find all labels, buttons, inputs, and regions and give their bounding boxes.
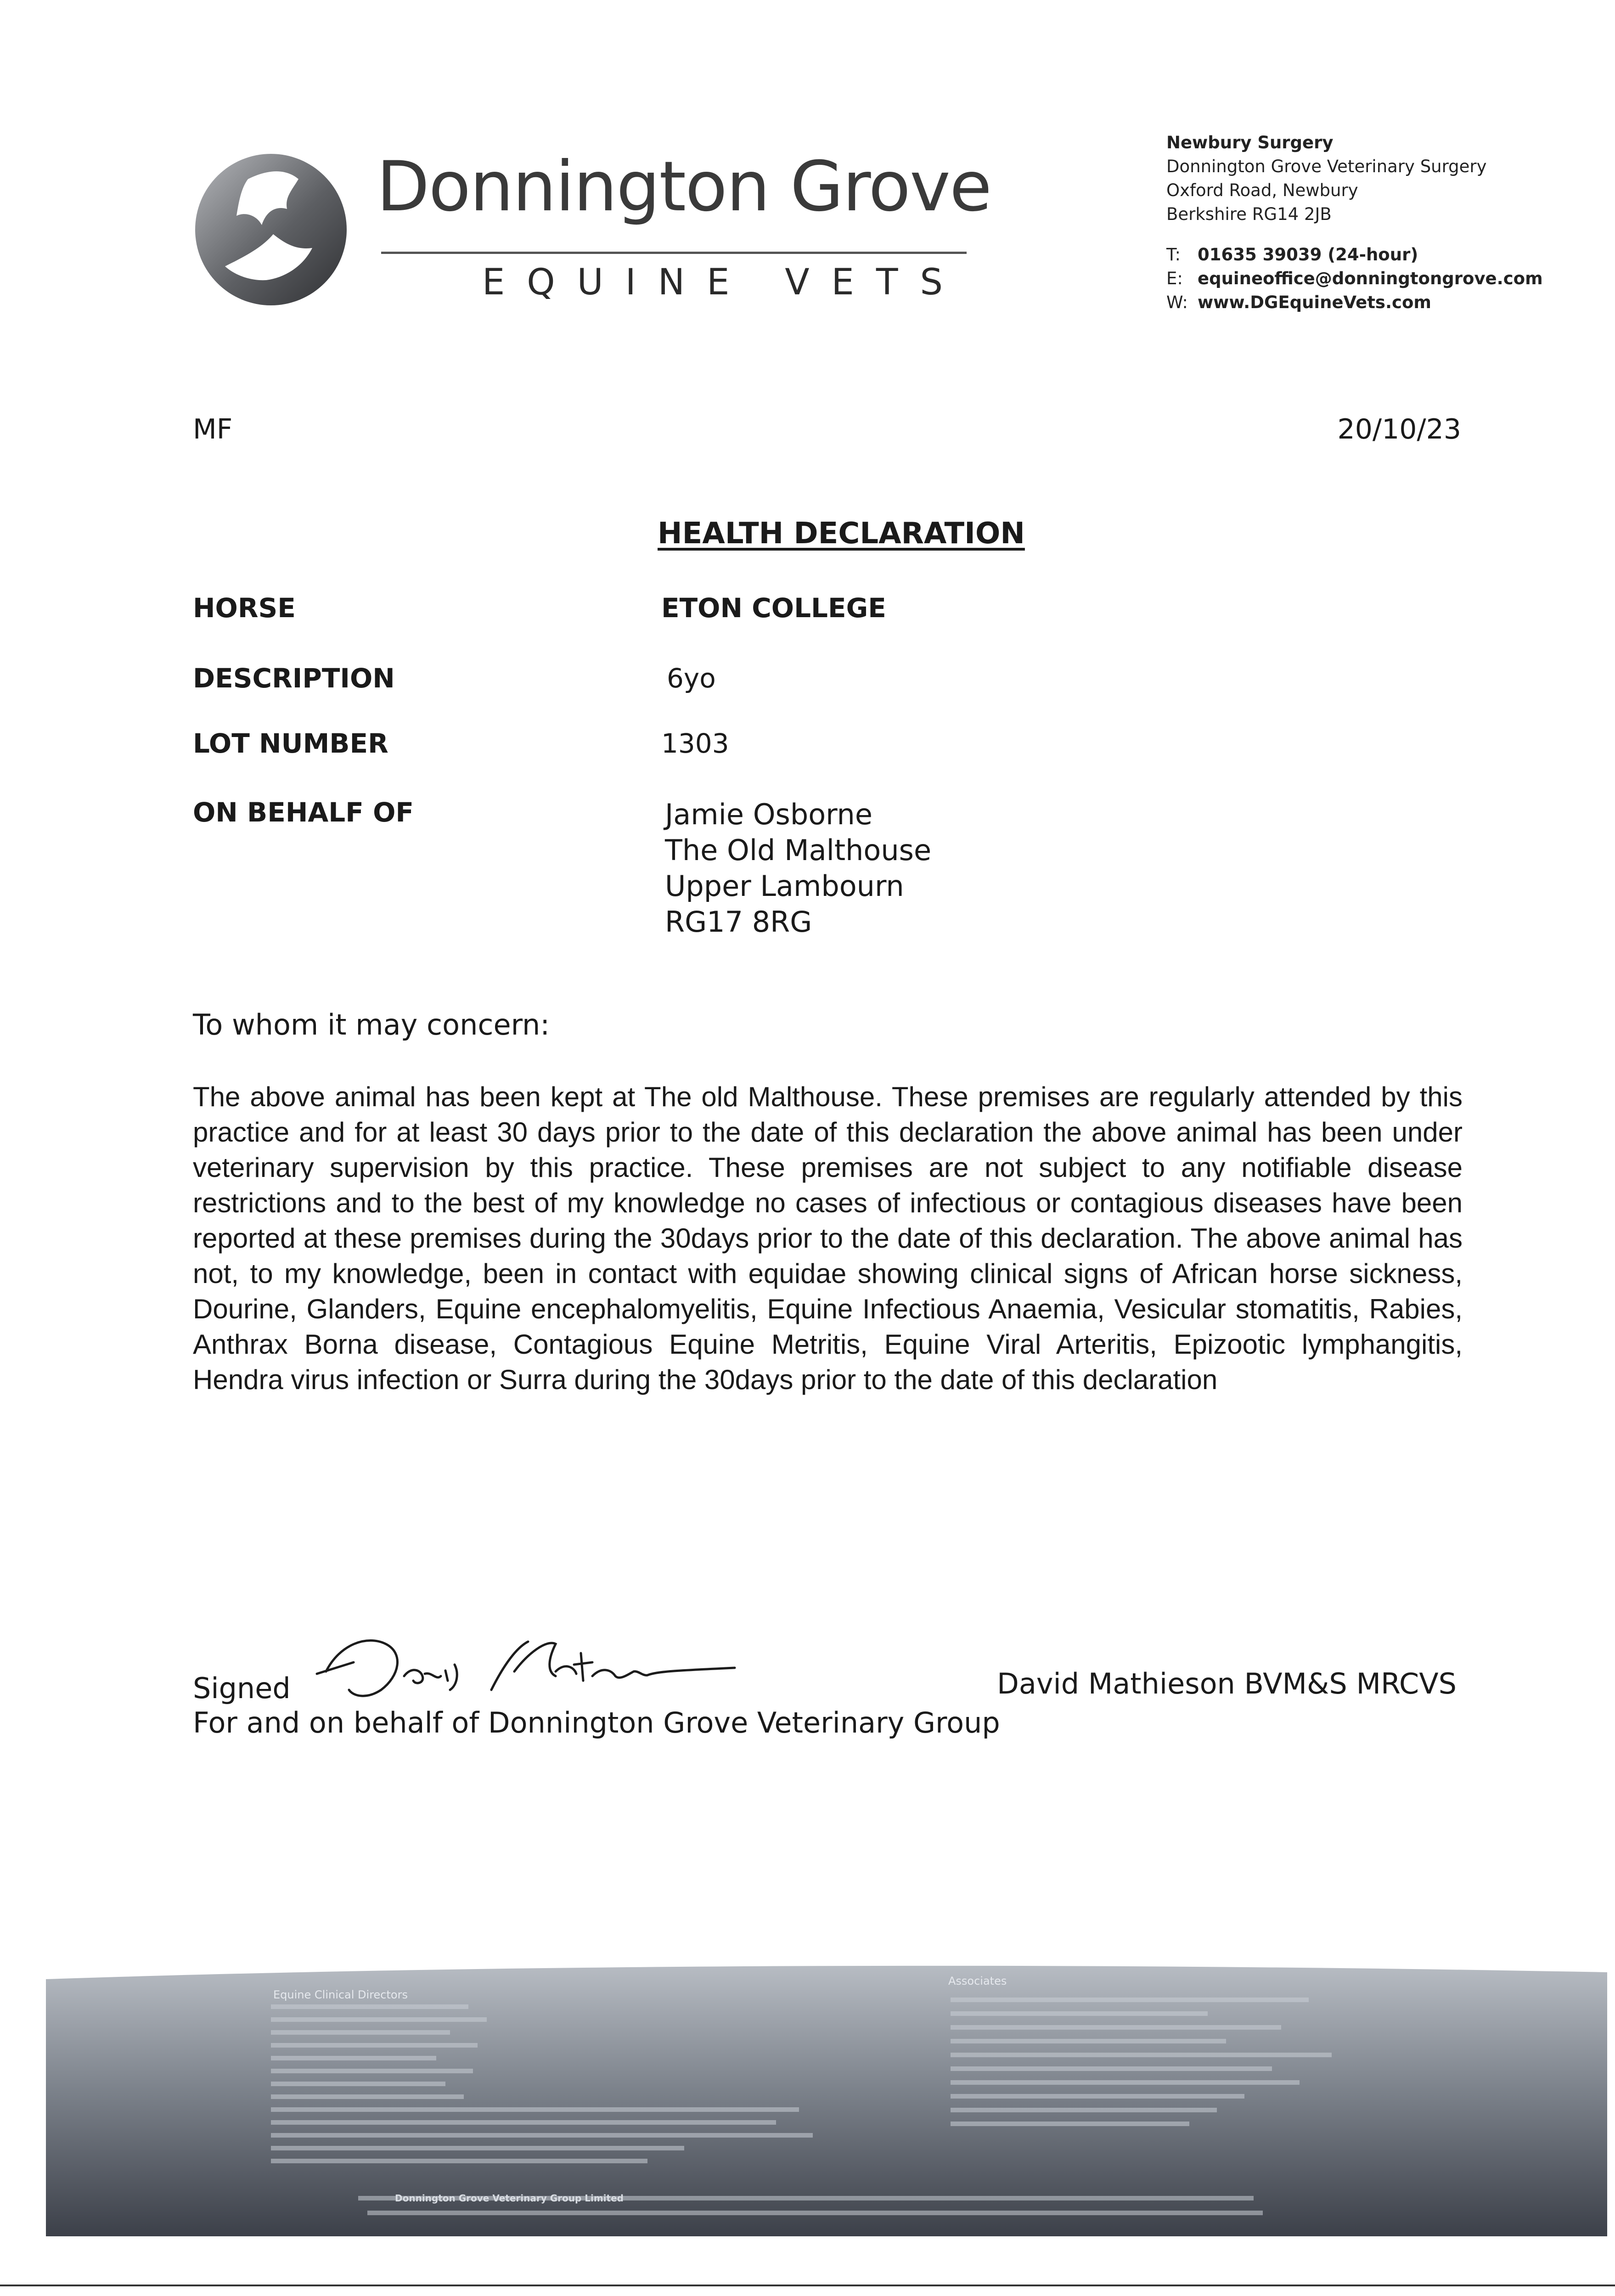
footer-company-name: Donnington Grove Veterinary Group Limited [395, 2193, 624, 2204]
contact-email [1166, 267, 1543, 291]
logo-mark-icon [193, 152, 349, 308]
date: 20/10/23 [1337, 413, 1461, 445]
owner-address-line: RG17 8RG [665, 905, 812, 939]
address-block [1166, 131, 1543, 315]
owner-address [665, 797, 931, 940]
horse-label: HORSE [193, 592, 296, 624]
contact-label: E: [1166, 269, 1183, 288]
declaration-body: The above animal has been kept at The old Malthouse. These premises are regularly attended by this practice and for at least 30 days prior to the date of this declaration the above animal has been under veterinary supervision by this practice. These premises are not subject to any notifiable disease restrictions and to the best of my knowledge no cases of infectious or contagious diseases have been reported at these premises during the 30days prior to the date of this declaration. The above animal has not, to my knowledge, been in contact with equidae showing clinical signs of African horse sickness, Dourine, Glanders, Equine encephalomyelitis, Equine Infectious Anaemia, Vesicular stomatitis, Rabies, Anthrax Borna disease, Contagious Equine Metritis, Equine Viral Arteritis, Epizootic lymphangitis, Hendra virus infection or Surra during the 30days prior to the date of this declaration [193, 1081, 1463, 1395]
contact-phone [1166, 243, 1543, 267]
surgery-name: Newbury Surgery [1166, 133, 1334, 152]
lot-number-label: LOT NUMBER [193, 728, 388, 759]
signed-label: Signed [193, 1671, 291, 1705]
footer-directors-heading: Equine Clinical Directors [273, 1988, 408, 2001]
signed-on-behalf: For and on behalf of Donnington Grove Veterinary Group [193, 1706, 1000, 1739]
address-line: Berkshire RG14 2JB [1166, 204, 1332, 224]
handwritten-signature [298, 1616, 739, 1708]
address-line: Donnington Grove Veterinary Surgery [1166, 157, 1487, 176]
owner-address-line: Jamie Osborne [665, 798, 872, 831]
contact-value: www.DGEquineVets.com [1198, 293, 1431, 312]
owner-address-line: The Old Malthouse [665, 833, 932, 867]
brand-subtitle: EQUINE VETS [482, 262, 965, 303]
document-title: HEALTH DECLARATION [658, 517, 1025, 551]
owner-address-line: Upper Lambourn [665, 869, 904, 903]
lot-number-value: 1303 [661, 728, 729, 759]
horse-value: ETON COLLEGE [661, 592, 886, 624]
brand-name: Donnington Grove [377, 147, 991, 227]
contact-web [1166, 291, 1543, 315]
contact-value: equineoffice@donningtongrove.com [1198, 269, 1543, 288]
contact-label: W: [1166, 293, 1188, 312]
description-value: 6yo [667, 663, 716, 694]
brand-divider [381, 252, 967, 254]
on-behalf-of-label: ON BEHALF OF [193, 797, 414, 828]
address-line: Oxford Road, Newbury [1166, 180, 1358, 200]
bottom-divider [0, 2285, 1615, 2286]
salutation: To whom it may concern: [193, 1008, 550, 1041]
footer-associates-heading: Associates [948, 1975, 1007, 1987]
contact-label: T: [1166, 245, 1181, 264]
footer-band [46, 1942, 1607, 2236]
reference: MF [193, 413, 233, 445]
contact-value: 01635 39039 (24-hour) [1198, 245, 1418, 264]
signer-name: David Mathieson BVM&S MRCVS [997, 1667, 1457, 1700]
description-label: DESCRIPTION [193, 663, 395, 694]
